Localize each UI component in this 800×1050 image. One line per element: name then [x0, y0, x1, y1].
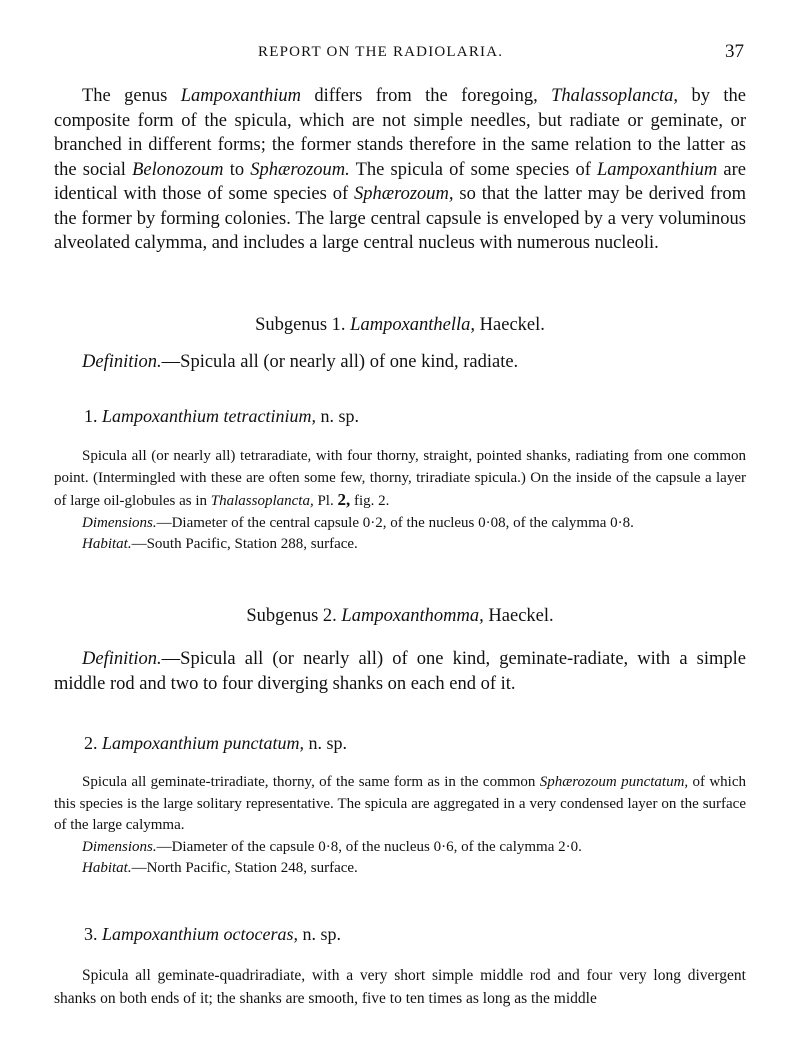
intro-text: The genus: [82, 86, 181, 106]
subgenus-2-definition: [54, 647, 746, 696]
dimensions-label: Dimensions.: [82, 838, 157, 855]
species-3-text: [54, 964, 746, 1010]
intro-paragraph: [54, 84, 746, 256]
species-2-heading: [84, 733, 347, 754]
definition-text: —Spicula all (or nearly all) of one kind, radiate.: [161, 352, 519, 372]
species-name: Lampoxanthium octoceras,: [102, 924, 298, 944]
species-1-habitat: [54, 534, 746, 556]
description-text: Spicula all geminate-quadriradiate, with a very short simple middle rod and four very long divergent shanks on both ends of it; the shanks are smooth, five to ten times as long as the middle: [54, 967, 746, 1007]
intro-paragraph-block: [54, 84, 746, 256]
plate-ref: Pl.: [313, 493, 338, 509]
species-1-description: [54, 446, 746, 556]
intro-text: to: [223, 159, 251, 180]
intro-text: are identical with those of some species of: [54, 159, 747, 204]
genus-name: Thalassoplancta,: [551, 86, 679, 106]
subgenus-1-definition: [82, 350, 746, 375]
genus-name: Lampoxanthium: [180, 86, 301, 106]
definition-label: Definition.: [82, 649, 162, 669]
genus-name: Sphærozoum punctatum,: [539, 774, 689, 790]
genus-name: Sphærozoum.: [250, 159, 350, 180]
subgenus-2-heading: [0, 606, 800, 627]
subgenus-prefix: Subgenus 2.: [246, 606, 342, 626]
species-3-heading: [84, 924, 341, 945]
species-number: 3.: [84, 924, 102, 944]
species-number: 1.: [84, 406, 102, 426]
dimensions-text: —Diameter of the capsule 0·8, of the nucleus 0·6, of the calymma 2·0.: [156, 838, 582, 855]
subgenus-author: Haeckel.: [483, 606, 554, 626]
subgenus-author: Haeckel.: [475, 315, 545, 335]
species-suffix: n. sp.: [304, 733, 348, 753]
intro-text: by the composite form of the spicula, which are not simple needles, but radiate or geminate, or branched in different forms; the former stands therefore in the same relation to the latter as the social: [54, 86, 746, 180]
description-text: Spicula all geminate-triradiate, thorny, of the same form as in the common: [82, 774, 540, 790]
habitat-label: Habitat.: [82, 536, 132, 552]
species-suffix: n. sp.: [316, 406, 360, 426]
intro-text: so that the latter may be derived from the former by forming colonies. The large central capsule is enveloped by a very voluminous alveolated calymma, and includes a large central nucleus with numerous nucleoli.: [54, 184, 746, 253]
species-2-description: [54, 772, 746, 880]
dimensions-text: —Diameter of the central capsule 0·2, of the nucleus 0·08, of the calymma 0·8.: [156, 514, 634, 531]
species-1-dimensions: [54, 513, 746, 535]
subgenus-name: Lampoxanthella,: [350, 315, 476, 335]
intro-text: differs from the foregoing,: [301, 86, 552, 106]
genus-name: Lampoxanthium: [597, 159, 718, 180]
description-text: Spicula all (or nearly all) tetraradiate, with four thorny, straight, pointed shanks, radiating from one common point. (Intermingled with these are often some few, thorny, triradiate spicula.) On the inside of the capsule a layer of large oil-globules as in: [54, 448, 746, 509]
genus-name: Sphærozoum,: [353, 184, 454, 204]
habitat-text: —South Pacific, Station 288, surface.: [131, 536, 358, 552]
species-number: 2.: [84, 733, 102, 753]
species-3-description: [54, 964, 746, 1010]
subgenus-name: Lampoxanthomma,: [341, 606, 484, 626]
subgenus-1-heading: [0, 315, 800, 336]
species-name: Lampoxanthium tetractinium,: [102, 406, 316, 426]
species-1-text: [54, 446, 746, 513]
genus-name: Thalassoplancta,: [210, 493, 314, 509]
dimensions-label: Dimensions.: [82, 514, 157, 531]
species-name: Lampoxanthium punctatum,: [102, 733, 304, 753]
page-number: 37: [725, 41, 744, 62]
definition-text: —Spicula all (or nearly all) of one kind, geminate-radiate, with a simple middle rod and two to four diverging shanks on each end of it.: [54, 649, 746, 694]
subgenus-prefix: Subgenus 1.: [255, 315, 351, 335]
genus-name: Belonozoum: [132, 159, 224, 180]
intro-text: The spicula of some species of: [349, 159, 598, 180]
species-2-habitat: [54, 858, 746, 880]
habitat-text: —North Pacific, Station 248, surface.: [131, 860, 358, 876]
definition-paragraph: [54, 647, 746, 696]
definition-paragraph: [82, 350, 746, 375]
species-2-text: [54, 772, 746, 837]
figure-ref: fig. 2.: [350, 493, 390, 509]
species-suffix: n. sp.: [297, 924, 341, 944]
plate-number: 2,: [337, 490, 351, 509]
species-1-heading: [84, 406, 359, 427]
running-head-title: REPORT ON THE RADIOLARIA.: [258, 44, 504, 60]
definition-label: Definition.: [82, 352, 162, 372]
habitat-label: Habitat.: [82, 860, 132, 876]
species-2-dimensions: [54, 837, 746, 859]
description-text: of which this species is the large solitary representative. The spicula are aggregated in a very condensed layer on the surface of the large calymma.: [54, 774, 747, 833]
